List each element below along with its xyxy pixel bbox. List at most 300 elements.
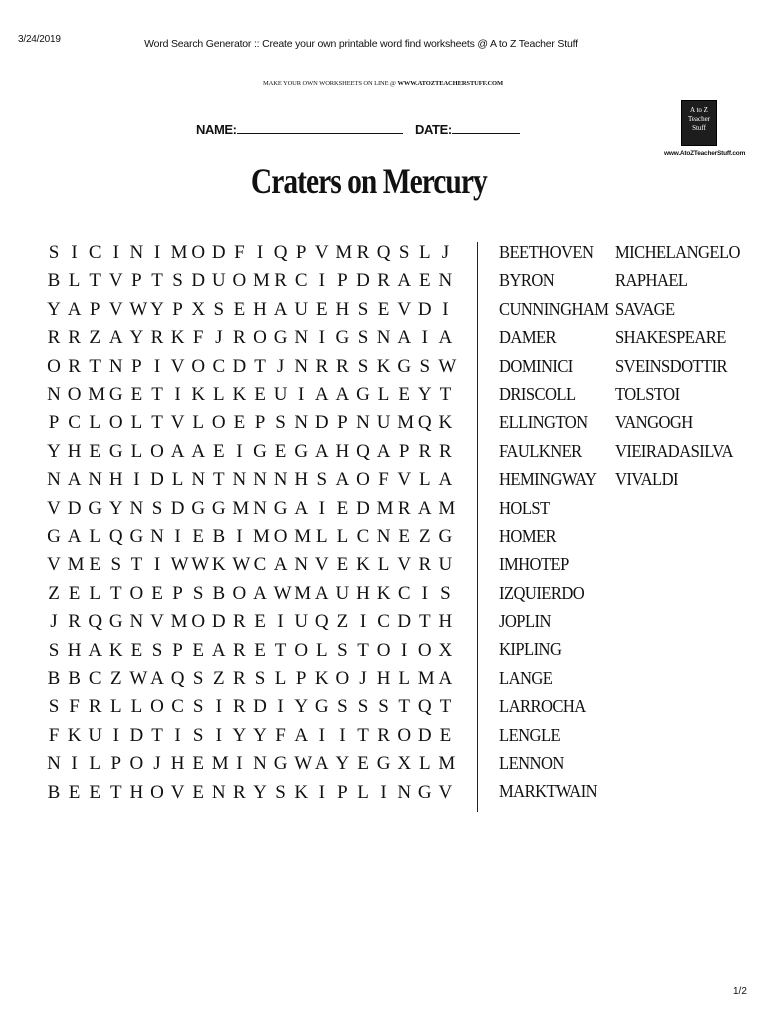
word-list-item: SHAKESPEARE: [615, 327, 726, 348]
grid-letter: S: [357, 696, 369, 718]
grid-letter: H: [294, 469, 309, 491]
grid-letter: A: [170, 440, 185, 462]
grid-letter: O: [150, 440, 164, 462]
grid-letter: W: [191, 554, 210, 576]
word-list-item: ELLINGTON: [499, 412, 588, 433]
make-your-own-line: [0, 80, 768, 87]
grid-letter: Q: [376, 242, 391, 263]
grid-letter: P: [295, 242, 307, 263]
grid-letter: C: [212, 355, 226, 377]
grid-letter: L: [89, 753, 101, 775]
grid-letter: V: [397, 298, 412, 320]
grid-letter: I: [174, 526, 181, 547]
grid-letter: C: [397, 582, 411, 604]
grid-letter: S: [419, 355, 431, 377]
grid-letter: D: [211, 611, 226, 633]
grid-letter: A: [294, 497, 309, 519]
grid-letter: U: [88, 724, 103, 746]
name-label: NAME:: [196, 122, 237, 137]
grid-letter: L: [336, 526, 349, 547]
grid-letter: N: [129, 242, 144, 263]
grid-letter: H: [253, 298, 267, 320]
grid-letter: I: [236, 753, 243, 775]
grid-letter: C: [253, 554, 267, 576]
grid-letter: I: [236, 526, 243, 547]
grid-letter: N: [397, 781, 412, 803]
grid-letter: V: [108, 270, 123, 292]
grid-letter: R: [233, 696, 246, 718]
word-list-item: LENNON: [499, 753, 564, 774]
page-number: 1/2: [733, 986, 747, 997]
grid-letter: T: [151, 384, 163, 405]
word-list-item: DOMINICI: [499, 355, 573, 376]
grid-letter: T: [418, 611, 431, 633]
grid-letter: R: [418, 554, 432, 576]
grid-letter: O: [150, 781, 164, 803]
grid-letter: L: [130, 412, 143, 434]
grid-letter: O: [397, 724, 412, 746]
grid-letter: Z: [109, 668, 122, 689]
grid-letter: E: [398, 384, 410, 405]
grid-letter: T: [89, 270, 101, 292]
grid-letter: H: [67, 440, 82, 462]
grid-letter: F: [48, 724, 60, 746]
grid-letter: H: [67, 639, 82, 661]
grid-letter: O: [273, 526, 288, 547]
logo-text-2: Teacher: [687, 115, 711, 123]
print-date: 3/24/2019: [18, 34, 61, 45]
grid-letter: M: [397, 412, 415, 434]
grid-letter: A: [397, 270, 412, 292]
grid-letter: I: [277, 696, 284, 718]
grid-letter: A: [150, 668, 164, 689]
grid-letter: G: [273, 753, 288, 775]
grid-letter: G: [438, 526, 453, 547]
word-list-item: VIEIRADASILVA: [615, 440, 733, 461]
grid-letter: A: [294, 724, 309, 746]
grid-letter: C: [356, 526, 370, 547]
grid-letter: K: [294, 781, 309, 803]
grid-letter: F: [378, 469, 389, 491]
grid-letter: L: [357, 781, 369, 803]
grid-letter: J: [50, 611, 58, 633]
grid-letter: G: [273, 497, 288, 519]
grid-letter: L: [68, 270, 81, 292]
grid-letter: I: [112, 242, 119, 263]
grid-letter: M: [294, 526, 312, 547]
grid-letter: T: [151, 270, 163, 292]
grid-letter: I: [153, 554, 161, 576]
grid-letter: S: [275, 412, 286, 434]
grid-letter: V: [314, 242, 329, 263]
grid-divider: [477, 242, 478, 812]
word-list-item: MICHELANGELO: [615, 242, 740, 262]
grid-letter: G: [88, 497, 103, 519]
grid-letter: D: [314, 412, 329, 434]
grid-letter: Z: [336, 611, 349, 633]
grid-letter: P: [337, 412, 348, 434]
grid-letter: Y: [47, 298, 61, 320]
grid-letter: T: [439, 696, 452, 718]
grid-letter: Q: [314, 611, 329, 633]
grid-letter: E: [130, 384, 143, 405]
grid-letter: R: [68, 355, 81, 377]
grid-letter: K: [211, 554, 226, 576]
word-list-item: VIVALDI: [615, 469, 678, 490]
grid-letter: R: [68, 327, 81, 349]
grid-letter: M: [88, 384, 106, 405]
grid-letter: Z: [48, 582, 60, 604]
grid-letter: D: [417, 298, 432, 320]
grid-letter: K: [67, 724, 82, 746]
grid-letter: E: [274, 440, 287, 462]
grid-letter: V: [170, 355, 185, 377]
word-list-item: SVEINSDOTTIR: [615, 355, 728, 376]
grid-letter: V: [47, 497, 61, 519]
grid-letter: A: [376, 440, 391, 462]
grid-letter: X: [397, 753, 412, 775]
grid-letter: Q: [273, 242, 288, 263]
grid-letter: O: [232, 270, 247, 292]
grid-letter: J: [215, 327, 223, 349]
grid-letter: E: [233, 298, 246, 320]
grid-letter: V: [397, 554, 412, 576]
grid-letter: I: [71, 242, 78, 263]
grid-letter: D: [150, 469, 164, 491]
grid-letter: E: [212, 440, 225, 462]
grid-letter: K: [232, 384, 247, 405]
grid-letter: B: [47, 781, 61, 803]
grid-letter: Y: [150, 298, 164, 320]
grid-letter: S: [192, 582, 204, 604]
grid-letter: P: [398, 440, 410, 462]
grid-letter: L: [130, 440, 143, 462]
grid-letter: D: [397, 611, 412, 633]
grid-letter: D: [211, 242, 226, 263]
grid-letter: L: [89, 412, 101, 434]
word-list-item: LANGE: [499, 667, 553, 688]
grid-letter: R: [377, 270, 390, 292]
grid-letter: Z: [418, 526, 431, 547]
grid-letter: H: [376, 668, 391, 689]
grid-letter: E: [192, 526, 204, 547]
grid-letter: N: [376, 526, 391, 547]
grid-letter: R: [233, 668, 246, 689]
grid-letter: O: [191, 242, 206, 263]
grid-letter: O: [232, 582, 247, 604]
grid-letter: G: [294, 440, 309, 462]
grid-letter: R: [233, 611, 246, 633]
grid-letter: R: [377, 724, 390, 746]
grid-letter: Q: [108, 526, 123, 547]
grid-letter: E: [336, 497, 349, 519]
grid-letter: T: [151, 412, 163, 434]
grid-letter: T: [109, 781, 122, 803]
grid-letter: E: [89, 554, 101, 576]
grid-letter: O: [67, 384, 82, 405]
grid-letter: I: [442, 298, 449, 320]
grid-letter: S: [357, 298, 369, 320]
grid-letter: Z: [212, 668, 225, 689]
grid-letter: F: [275, 724, 286, 746]
name-blank[interactable]: [237, 121, 403, 134]
grid-letter: A: [211, 639, 226, 661]
grid-letter: K: [170, 327, 185, 349]
grid-letter: O: [376, 639, 391, 661]
grid-letter: K: [376, 582, 391, 604]
grid-letter: A: [67, 298, 82, 320]
grid-letter: M: [170, 611, 188, 633]
grid-letter: K: [191, 384, 206, 405]
grid-letter: A: [67, 469, 82, 491]
grid-letter: N: [294, 355, 309, 377]
grid-letter: K: [314, 668, 329, 689]
grid-letter: O: [150, 696, 164, 718]
grid-letter: L: [377, 554, 390, 576]
grid-letter: N: [376, 327, 391, 349]
grid-letter: T: [357, 639, 369, 661]
grid-letter: R: [336, 355, 349, 377]
grid-letter: R: [418, 440, 432, 462]
word-list-item: BYRON: [499, 270, 555, 291]
grid-letter: G: [335, 327, 350, 349]
grid-letter: I: [277, 611, 284, 633]
grid-letter: I: [318, 327, 325, 349]
grid-letter: C: [377, 611, 390, 633]
grid-letter: O: [108, 412, 123, 434]
grid-letter: S: [378, 696, 389, 718]
grid-letter: I: [215, 724, 222, 746]
grid-letter: U: [376, 412, 391, 434]
make-line-url[interactable]: WWW.ATOZTEACHERSTUFF.COM: [397, 80, 504, 87]
grid-letter: G: [191, 497, 206, 519]
grid-letter: O: [335, 668, 350, 689]
grid-letter: E: [254, 384, 266, 405]
grid-letter: W: [294, 753, 313, 775]
grid-letter: S: [357, 327, 369, 349]
grid-letter: N: [253, 469, 267, 491]
grid-letter: A: [273, 554, 288, 576]
grid-letter: B: [47, 668, 61, 689]
grid-letter: J: [441, 242, 450, 263]
grid-letter: S: [48, 639, 60, 661]
grid-letter: C: [294, 270, 308, 292]
word-list-item: IZQUIERDO: [499, 582, 585, 603]
grid-letter: P: [172, 639, 183, 661]
grid-letter: P: [89, 298, 101, 320]
grid-letter: E: [377, 298, 390, 320]
grid-letter: M: [253, 526, 270, 547]
grid-letter: C: [171, 696, 184, 718]
grid-letter: D: [356, 497, 370, 519]
word-list-item: TOLSTOI: [615, 383, 680, 404]
grid-letter: C: [68, 412, 81, 434]
grid-letter: Q: [170, 668, 185, 689]
grid-letter: I: [380, 781, 387, 803]
grid-letter: B: [212, 526, 226, 547]
grid-letter: D: [417, 724, 432, 746]
date-blank[interactable]: [452, 121, 520, 134]
word-list-item: HOMER: [499, 525, 557, 546]
grid-letter: G: [108, 384, 123, 405]
grid-letter: P: [295, 668, 307, 689]
grid-letter: K: [356, 554, 370, 576]
grid-letter: I: [318, 497, 325, 519]
grid-letter: X: [438, 639, 453, 661]
print-header-title: Word Search Generator :: Create your own printable word find worksheets @ A to Z Teacher Stuff: [144, 38, 578, 50]
word-list-item: VANGOGH: [615, 412, 693, 433]
grid-letter: T: [212, 469, 225, 491]
grid-letter: W: [129, 668, 148, 689]
grid-letter: E: [192, 639, 204, 661]
grid-letter: M: [211, 753, 229, 775]
grid-letter: V: [47, 554, 61, 576]
grid-letter: F: [69, 696, 80, 718]
grid-letter: A: [335, 384, 350, 405]
grid-letter: C: [88, 668, 102, 689]
grid-letter: R: [439, 440, 452, 462]
grid-letter: K: [108, 639, 123, 661]
grid-letter: A: [273, 298, 288, 320]
grid-letter: S: [398, 242, 410, 263]
grid-letter: R: [233, 327, 246, 349]
grid-letter: N: [232, 469, 247, 491]
grid-letter: O: [417, 639, 432, 661]
grid-letter: O: [47, 355, 61, 377]
grid-letter: T: [89, 355, 101, 377]
grid-letter: I: [359, 611, 367, 633]
grid-letter: A: [314, 753, 329, 775]
grid-letter: A: [438, 327, 453, 349]
grid-letter: Y: [129, 327, 144, 349]
grid-letter: Y: [335, 753, 350, 775]
grid-letter: S: [48, 242, 60, 263]
grid-letter: U: [438, 554, 453, 576]
grid-letter: W: [273, 582, 292, 604]
grid-letter: I: [339, 724, 346, 746]
logo: [681, 100, 717, 146]
grid-letter: O: [191, 355, 206, 377]
grid-letter: S: [440, 582, 451, 604]
grid-letter: N: [47, 753, 61, 775]
grid-letter: E: [336, 554, 349, 576]
grid-letter: V: [150, 611, 164, 633]
grid-letter: E: [89, 440, 101, 462]
grid-letter: U: [294, 611, 309, 633]
grid-letter: N: [129, 497, 144, 519]
grid-letter: I: [401, 639, 408, 661]
grid-letter: O: [191, 611, 206, 633]
grid-letter: E: [439, 724, 452, 746]
grid-letter: V: [170, 781, 185, 803]
grid-letter: L: [274, 668, 287, 689]
grid-letter: J: [359, 668, 367, 689]
grid-letter: A: [417, 497, 432, 519]
grid-letter: P: [131, 270, 142, 292]
grid-letter: G: [47, 526, 61, 547]
grid-letter: L: [212, 384, 225, 405]
grid-letter: I: [174, 724, 181, 746]
grid-letter: T: [254, 355, 266, 377]
grid-letter: D: [191, 270, 206, 292]
word-list-item: DRISCOLL: [499, 383, 576, 404]
grid-letter: E: [233, 412, 246, 434]
grid-letter: F: [192, 327, 204, 349]
grid-letter: P: [337, 270, 348, 292]
grid-letter: L: [377, 384, 390, 405]
grid-letter: S: [337, 639, 348, 661]
grid-letter: P: [131, 355, 142, 377]
grid-letter: U: [335, 582, 350, 604]
word-list-item: JOPLIN: [499, 611, 551, 632]
grid-letter: E: [254, 611, 266, 633]
grid-letter: O: [129, 582, 144, 604]
grid-letter: W: [438, 355, 457, 377]
grid-letter: D: [253, 696, 267, 718]
grid-letter: P: [172, 582, 183, 604]
grid-letter: L: [418, 242, 431, 263]
grid-letter: E: [68, 781, 81, 803]
grid-letter: Q: [417, 412, 432, 434]
grid-letter: I: [133, 469, 140, 491]
grid-letter: E: [68, 582, 81, 604]
grid-letter: I: [71, 753, 78, 775]
grid-letter: P: [48, 412, 60, 434]
grid-letter: R: [233, 781, 246, 803]
grid-letter: A: [438, 668, 453, 689]
grid-letter: S: [275, 781, 286, 803]
grid-letter: I: [256, 242, 264, 263]
grid-letter: L: [109, 696, 122, 718]
grid-letter: K: [376, 355, 391, 377]
grid-letter: L: [89, 526, 101, 547]
grid-letter: I: [236, 440, 243, 462]
grid-letter: E: [130, 639, 143, 661]
grid-letter: Y: [253, 724, 267, 746]
grid-letter: G: [211, 497, 226, 519]
grid-letter: N: [150, 526, 164, 547]
grid-letter: P: [254, 412, 266, 434]
grid-letter: N: [253, 497, 267, 519]
grid-letter: F: [234, 242, 245, 263]
grid-letter: H: [129, 781, 144, 803]
grid-letter: Y: [253, 781, 267, 803]
grid-letter: G: [129, 526, 144, 547]
grid-letter: X: [191, 298, 206, 320]
grid-letter: H: [170, 753, 185, 775]
logo-url[interactable]: www.AtoZTeacherStuff.com: [664, 150, 746, 157]
grid-letter: I: [215, 696, 222, 718]
grid-letter: V: [438, 781, 453, 803]
grid-letter: V: [314, 554, 329, 576]
grid-letter: R: [233, 639, 246, 661]
grid-letter: M: [438, 497, 456, 519]
grid-letter: N: [108, 355, 123, 377]
grid-letter: E: [192, 753, 204, 775]
grid-letter: P: [172, 298, 183, 320]
grid-letter: L: [315, 639, 328, 661]
grid-letter: O: [211, 412, 226, 434]
grid-letter: R: [315, 355, 329, 377]
word-list-item: LARROCHA: [499, 696, 586, 717]
grid-letter: S: [192, 724, 204, 746]
grid-letter: N: [273, 469, 288, 491]
grid-letter: K: [438, 412, 453, 434]
grid-letter: S: [337, 696, 348, 718]
grid-letter: B: [212, 582, 226, 604]
grid-letter: M: [67, 554, 85, 576]
word-list-column-2: [615, 242, 740, 498]
